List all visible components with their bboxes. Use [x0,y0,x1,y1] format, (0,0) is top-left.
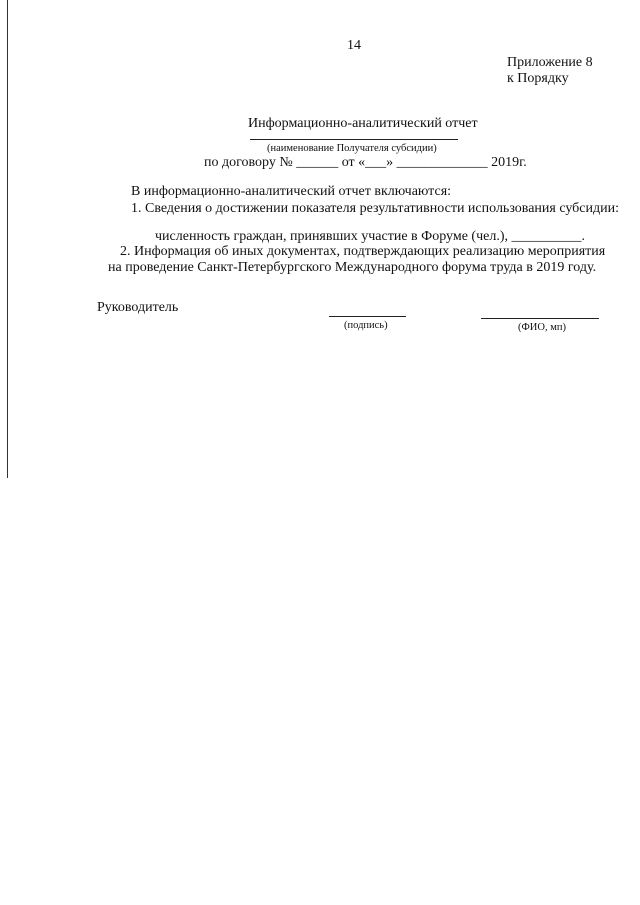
contract-day-blank: ___ [365,155,387,170]
signatory-role: Руководитель [97,300,179,315]
contract-year: 2019г. [491,155,527,170]
item-2-text-line-1: 2. Информация об иных документах, подтверждающих реализацию мероприятия [120,244,606,259]
contract-quote-close: » [386,155,394,170]
name-stamp-caption: (ФИО, мп) [518,322,566,333]
indicator-text: численность граждан, принявших участие в Форуме (чел.), [155,229,508,244]
signature-line [329,316,406,317]
recipient-caption: (наименование Получателя субсидии) [267,143,437,154]
recipient-name-line [250,139,458,140]
intro-text: В информационно-аналитический отчет включаются: [131,184,452,199]
item-2-text-line-2: на проведение Санкт-Петербургского Международного форума труда в 2019 году. [108,260,597,275]
appendix-order: к Порядку [507,71,569,86]
document-title: Информационно-аналитический отчет [248,116,478,131]
contract-from: от « [341,155,366,170]
scan-margin-line [7,0,8,478]
indicator-line [155,229,585,245]
contract-prefix: по договору № [204,155,293,170]
contract-line [204,155,527,171]
item-1-text: 1. Сведения о достижении показателя результативности использования субсидии: [131,201,620,216]
indicator-blank: __________. [511,229,585,244]
page-number: 14 [347,38,361,53]
appendix-label: Приложение 8 [507,55,593,70]
contract-month-blank: _____________ [396,155,488,170]
name-stamp-line [481,318,599,319]
contract-number-blank: ______ [296,155,339,170]
signature-caption: (подпись) [344,320,388,331]
